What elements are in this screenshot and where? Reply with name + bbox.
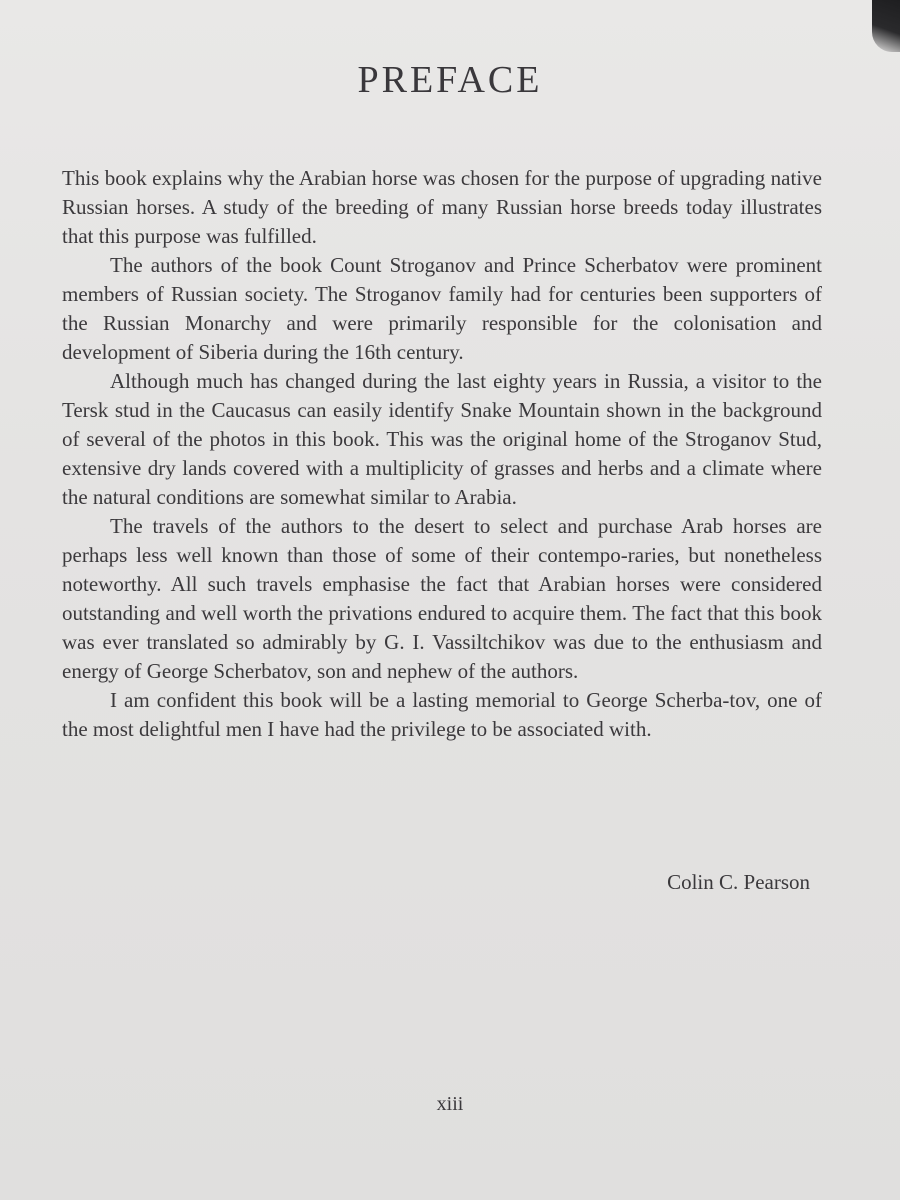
page-corner-shadow [872,0,900,52]
author-signature: Colin C. Pearson [667,870,810,894]
page-title: PREFACE [357,59,543,101]
paragraph-2: The authors of the book Count Stroganov and Prince Scherbatov were prominent members of Russian society. The Stroganov family had for centuries been supporters of the Russian Monarchy and were primarily responsible for the colonisation and development of Siberia during the 16th century. [62,253,822,364]
page-number: xiii [436,1093,464,1115]
paragraph-5: I am confident this book will be a lasting memorial to George Scherba-tov, one of the most delightful men I have had the privilege to be associated with. [62,688,822,741]
paragraph-4: The travels of the authors to the desert to select and purchase Arab horses are perhaps less well known than those of some of their contempo-raries, but nonetheless noteworthy. All such travels emphasise the fact that Arabian horses were considered outstanding and well worth the privations endured to acquire them. The fact that this book was ever translated so admirably by G. I. Vassiltchikov was due to the enthusiasm and energy of George Scherbatov, son and nephew of the authors. [62,514,822,683]
preface-body [62,164,822,744]
paragraph-3: Although much has changed during the last eighty years in Russia, a visitor to the Tersk stud in the Caucasus can easily identify Snake Mountain shown in the background of several of the photos in this book. This was the original home of the Stroganov Stud, extensive dry lands covered with a multiplicity of grasses and herbs and a climate where the natural conditions are somewhat similar to Arabia. [62,369,822,509]
paragraph-1: This book explains why the Arabian horse was chosen for the purpose of upgrading native Russian horses. A study of the breeding of many Russian horse breeds today illustrates that this purpose was fulfilled. [62,166,822,248]
